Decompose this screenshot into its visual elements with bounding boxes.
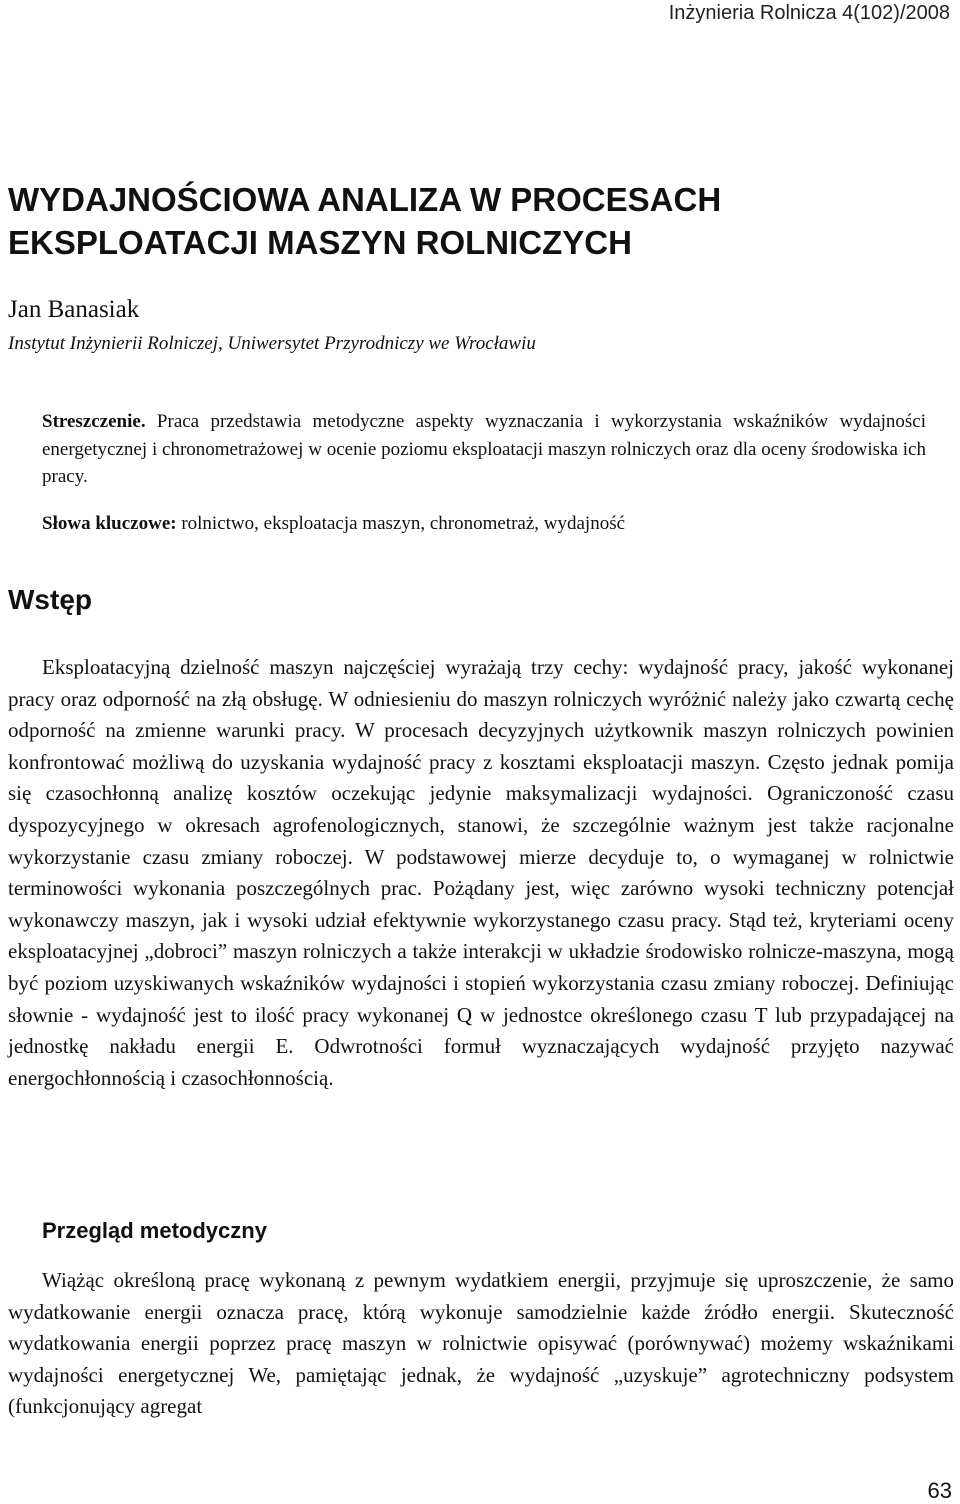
- intro-paragraph: Eksploatacyjną dzielność maszyn najczęściej wyrażają trzy cechy: wydajność pracy, jakość wykonanej pracy oraz odporność na złą obsługę. W odniesieniu do maszyn rolniczych wyróżnić należy jako czwartą cechę odporność na zmienne warunki pracy. W procesach decyzyjnych użytkownik maszyn rolniczych powinien konfrontować możliwą do uzyskania wydajność pracy z kosztami eksploatacji maszyn. Często jednak pomija się czasochłonną analizę kosztów oczekując jedynie maksymalizacji wydajności. Ograniczoność czasu dyspozycyjnego w okresach agrofenologicznych, stanowi, że szczególnie ważnym jest także racjonalne wykorzystanie czasu zmiany roboczej. W podstawowej mierze decyduje to, o wymaganej w rolnictwie terminowości wykonania poszczególnych prac. Pożądany jest, więc zarówno wysoki techniczny potencjał wykonawczy maszyn, jak i wysoki udział efektywnie wykorzystanego czasu pracy. Stąd też, kryteriami oceny eksploatacyjnej „dobroci” maszyn rolniczych a także interakcji w układzie środowisko rolnicze-maszyna, mogą być poziom uzyskiwanych wskaźników wydajności i stopień wykorzystania czasu zmiany roboczej. Definiując słownie - wydajność jest to ilość pracy wykonanej Q w jednostce określonego czasu T lub przypadającej na jednostkę nakładu energii E. Odwrotności formuł wyznaczających wydajność przyjęto nazywać energochłonnością i czasochłonnością.: [8, 655, 954, 1090]
- abstract-text: Praca przedstawia metodyczne aspekty wyznaczania i wykorzystania wskaźników wydajności energetycznej i chronometrażowej w ocenie poziomu eksploatacji maszyn rolniczych oraz dla oceny środowiska ich pracy.: [42, 411, 927, 487]
- method-paragraph: Wiążąc określoną pracę wykonaną z pewnym wydatkiem energii, przyjmuje się uproszczenie, że samo wydatkowanie energii oznacza pracę, którą wykonuje samodzielnie każde źródło energii. Skuteczność wydatkowania energii poprzez pracę maszyn w rolnictwie opisywać (porównywać) możemy wskaźnikami wydajności energetycznej We, pamiętając jednak, że wydajność „uzyskuje” agrotechniczny podsystem (funkcjonujący agregat: [8, 1268, 954, 1419]
- article-title: WYDAJNOŚCIOWA ANALIZA W PROCESACH EKSPLOATACJI MASZYN ROLNICZYCH: [8, 181, 722, 261]
- section-heading-method: Przegląd metodyczny: [42, 1218, 267, 1243]
- section-heading-intro: Wstęp: [8, 584, 92, 615]
- page-number: 63: [927, 1478, 952, 1503]
- keywords-label: Słowa kluczowe:: [42, 513, 177, 534]
- keywords: [42, 513, 926, 535]
- author-affiliation: Instytut Inżynierii Rolniczej, Uniwersytet Przyrodniczy we Wrocławiu: [8, 333, 536, 354]
- keywords-text: rolnictwo, eksploatacja maszyn, chronometraż, wydajność: [181, 513, 626, 534]
- author-name: Jan Banasiak: [8, 296, 140, 323]
- abstract: [42, 408, 926, 491]
- abstract-label: Streszczenie.: [42, 411, 146, 432]
- journal-header: Inżynieria Rolnicza 4(102)/2008: [668, 2, 950, 24]
